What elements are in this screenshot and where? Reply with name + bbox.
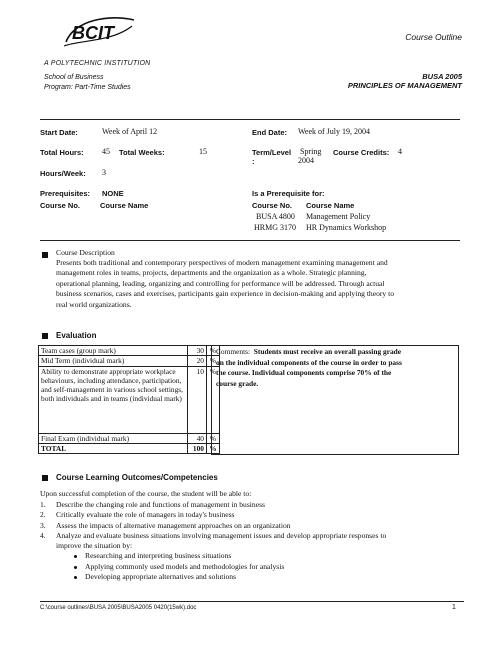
- prereq-label: Prerequisites:: [40, 189, 91, 198]
- table-row-total: [39, 443, 220, 453]
- bcit-logo: [60, 12, 138, 50]
- eval-pct: %: [207, 346, 220, 356]
- eval-pct: %: [207, 366, 220, 433]
- comments-line-2: on the individual components of the course in order to pass: [216, 357, 402, 367]
- program-name: Program: Part-Time Studies: [44, 84, 131, 91]
- eval-total-pct: %: [207, 443, 220, 453]
- prereq-for-name: Management Policy: [306, 212, 371, 221]
- outcome-text: Critically evaluate the role of managers in today's business: [56, 510, 235, 519]
- outcome-number: 1.: [40, 500, 46, 509]
- page-number: 1: [452, 604, 456, 611]
- course-code: BUSA 2005: [422, 72, 462, 81]
- outcome-number: 3.: [40, 521, 46, 530]
- course-title: PRINCIPLES OF MANAGEMENT: [347, 81, 462, 90]
- outcome-number: 2.: [40, 510, 46, 519]
- bcit-logo-mark: [60, 12, 138, 50]
- outcome-sub-item: Applying commonly used models and methodologies for analysis: [85, 562, 285, 571]
- is-prereq-label: Is a Prerequisite for:: [252, 189, 325, 198]
- start-date-label: Start Date:: [40, 128, 78, 137]
- outcomes-intro: Upon successful completion of the course, the student will be able to:: [40, 489, 252, 498]
- bcit-logo-text: BCIT: [72, 23, 114, 43]
- outcome-text: Analyze and evaluate business situations involving management issues and develop appropriate responses to: [56, 531, 387, 540]
- bullet-dot-icon: [74, 576, 77, 579]
- evaluation-heading: Evaluation: [56, 331, 97, 340]
- info-divider: [40, 240, 460, 241]
- outcome-text: Describe the changing role and functions of management in business: [56, 500, 265, 509]
- eval-value: 40: [188, 433, 207, 443]
- section-bullet-icon: [42, 333, 48, 339]
- eval-value: 30: [188, 346, 207, 356]
- description-line: business scenarios, cases and exercises, participants gain experience in decision-making and applying theory to: [56, 289, 395, 298]
- footer-file-path: C:\course outlines\BUSA 2005\BUSA2005 0420(15wk).doc: [40, 605, 197, 611]
- section-bullet-icon: [42, 252, 48, 258]
- outcomes-heading: Course Learning Outcomes/Competencies: [56, 473, 218, 482]
- start-date-value: Week of April 12: [102, 127, 158, 136]
- description-line: management roles in teams, projects, departments and the organization as a whole. Strategic planning,: [56, 268, 367, 277]
- comments-text: [216, 347, 456, 389]
- eval-total-label: TOTAL: [39, 443, 188, 453]
- total-weeks-label: Total Weeks:: [119, 148, 165, 157]
- course-no-header-right: Course No.: [252, 201, 293, 210]
- table-row: [39, 366, 220, 433]
- term-year: 2004: [298, 156, 314, 165]
- credits-label: Course Credits:: [333, 148, 390, 157]
- eval-pct: %: [207, 433, 220, 443]
- table-row: [39, 433, 220, 443]
- comments-label: Comments:: [216, 347, 251, 356]
- eval-item: Team cases (group mark): [39, 346, 188, 356]
- table-row: [39, 346, 220, 356]
- section-bullet-icon: [42, 475, 48, 481]
- outcome-sub-item: Developing appropriate alternatives and solutions: [85, 572, 236, 581]
- bullet-dot-icon: [74, 555, 77, 558]
- doc-type: Course Outline: [405, 32, 462, 42]
- eval-item: Final Exam (individual mark): [39, 433, 188, 443]
- course-no-header: Course No.: [40, 201, 81, 210]
- credits-value: 4: [398, 147, 402, 156]
- term-colon: :: [252, 157, 255, 166]
- table-row: [39, 356, 220, 366]
- term-label: Term/Level: [252, 148, 292, 157]
- comments-line: [216, 347, 456, 358]
- description-line: Presents both traditional and contemporary perspectives of modern management examining management and: [56, 258, 388, 267]
- comments-line-4: course grade.: [216, 378, 259, 388]
- bullet-dot-icon: [74, 566, 77, 569]
- prereq-for-name: HR Dynamics Workshop: [306, 223, 387, 232]
- total-hours-value: 45: [102, 147, 110, 156]
- hours-week-value: 3: [102, 168, 106, 177]
- comments-line-1: Students must receive an overall passing grade: [253, 347, 402, 356]
- total-hours-label: Total Hours:: [40, 148, 84, 157]
- header-divider: [40, 119, 460, 120]
- institution-tagline: A POLYTECHNIC INSTITUTION: [44, 60, 151, 67]
- outcome-text: Assess the impacts of alternative management approaches on an organization: [56, 521, 291, 530]
- description-line: real world organizations.: [56, 300, 132, 309]
- outcome-sub-item: Researching and interpreting business situations: [85, 551, 232, 560]
- prereq-value: NONE: [102, 189, 124, 198]
- term-value: Spring: [300, 147, 322, 156]
- course-name-header-right: Course Name: [306, 201, 355, 210]
- evaluation-table: [38, 345, 220, 454]
- prereq-for-no: BUSA 4800: [256, 212, 295, 221]
- school-name: School of Business: [44, 74, 104, 81]
- eval-value: 10: [188, 366, 207, 433]
- description-heading: Course Description: [56, 248, 115, 257]
- hours-week-label: Hours/Week:: [40, 169, 86, 178]
- end-date-value: Week of July 19, 2004: [298, 127, 371, 136]
- total-weeks-value: 15: [199, 147, 207, 156]
- outcome-number: 4.: [40, 531, 46, 540]
- course-name-header: Course Name: [100, 201, 149, 210]
- description-line: operational planning, leading, organizing and controlling for performance will be addressed. Through actual: [56, 279, 385, 288]
- eval-item: Ability to demonstrate appropriate workplace behaviours, including attendance, participation, and self-management in various school settings, both individuals and in teams (individual mark): [39, 366, 188, 433]
- eval-value: 20: [188, 356, 207, 366]
- comments-line-3: the course. Individual components comprise 70% of the: [216, 368, 392, 377]
- eval-item: Mid Term (individual mark): [39, 356, 188, 366]
- prereq-for-no: HRMG 3170: [254, 223, 297, 232]
- outcome-text-cont: improve the situation by:: [56, 541, 133, 550]
- end-date-label: End Date:: [252, 128, 288, 137]
- footer-divider: [40, 601, 464, 602]
- eval-pct: %: [207, 356, 220, 366]
- eval-total-value: 100: [188, 443, 207, 453]
